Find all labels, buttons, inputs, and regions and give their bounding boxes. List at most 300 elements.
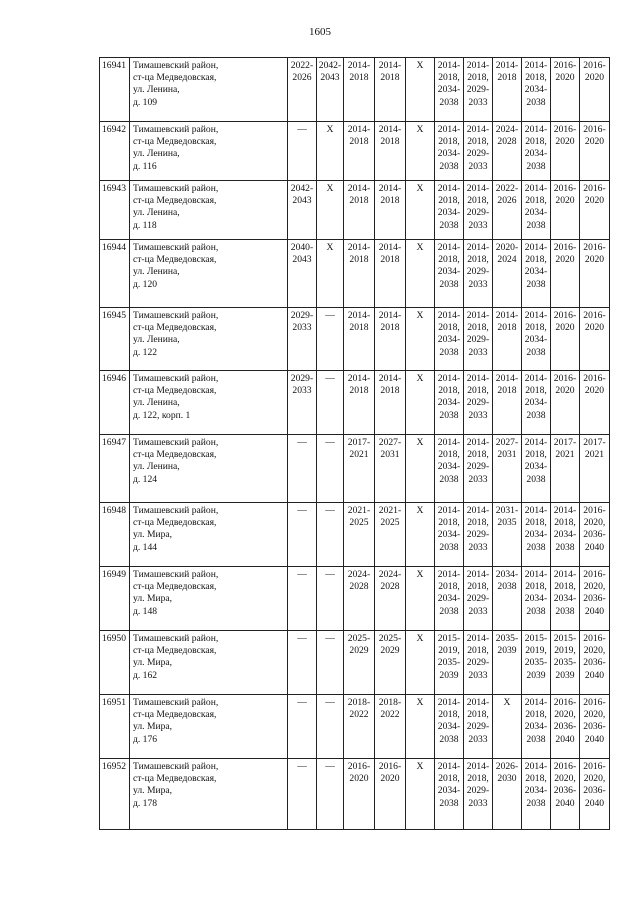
period-value: 2014- 2018, 2034- 2038 xyxy=(553,505,577,553)
table-row xyxy=(100,503,610,567)
address-cell: Тимашевский район, ст-ца Медведовская, ул. Мира, д. 144 xyxy=(129,503,287,567)
period-cell xyxy=(521,631,550,695)
period-value: 2014- 2018 xyxy=(347,183,371,207)
period-cell xyxy=(550,759,579,830)
period-cell xyxy=(374,308,405,371)
period-value: 2015- 2019, 2035- 2039 xyxy=(524,633,548,681)
period-cell xyxy=(405,122,434,181)
period-value: Х xyxy=(416,437,424,448)
period-value: 2014- 2018, 2034- 2038 xyxy=(437,242,461,290)
period-cell xyxy=(316,122,343,181)
period-value: 2014- 2018, 2034- 2038 xyxy=(524,505,548,553)
schedule-table xyxy=(99,57,610,830)
period-cell xyxy=(550,181,579,240)
period-value: 2025- 2029 xyxy=(347,633,371,657)
period-cell xyxy=(434,240,463,308)
period-value: — xyxy=(297,633,307,644)
period-cell xyxy=(463,695,492,759)
period-value: 2027- 2031 xyxy=(378,437,402,461)
period-cell xyxy=(463,631,492,695)
period-cell xyxy=(434,567,463,631)
period-cell xyxy=(405,503,434,567)
period-cell xyxy=(521,181,550,240)
period-cell xyxy=(463,435,492,503)
period-value: 2016- 2020, 2036- 2040 xyxy=(583,633,606,681)
period-value: — xyxy=(297,761,307,772)
period-cell xyxy=(463,240,492,308)
period-cell xyxy=(463,759,492,830)
period-cell xyxy=(550,695,579,759)
period-cell xyxy=(521,567,550,631)
period-cell xyxy=(343,58,374,122)
period-value: 2014- 2018, 2029- 2033 xyxy=(466,569,490,617)
period-cell xyxy=(463,503,492,567)
period-cell xyxy=(287,122,316,181)
period-value: 2016- 2020, 2036- 2040 xyxy=(553,761,577,809)
row-number: 16946 xyxy=(100,371,130,435)
period-cell xyxy=(492,181,521,240)
period-cell xyxy=(374,695,405,759)
period-cell xyxy=(550,435,579,503)
period-cell xyxy=(492,567,521,631)
period-value: 2014- 2018 xyxy=(347,60,371,84)
table-row xyxy=(100,759,610,830)
period-value: Х xyxy=(416,633,424,644)
period-cell xyxy=(521,58,550,122)
period-value: 2016- 2020, 2036- 2040 xyxy=(583,697,606,745)
period-cell xyxy=(434,435,463,503)
address-cell: Тимашевский район, ст-ца Медведовская, ул. Ленина, д. 124 xyxy=(129,435,287,503)
row-number: 16947 xyxy=(100,435,130,503)
period-value: 2042- 2043 xyxy=(318,60,342,84)
period-value: 2014- 2018, 2029- 2033 xyxy=(466,633,490,681)
period-value: 2014- 2018, 2029- 2033 xyxy=(466,310,490,358)
period-value: 2017- 2021 xyxy=(347,437,371,461)
period-value: 2014- 2018, 2034- 2038 xyxy=(437,697,461,745)
period-cell xyxy=(492,371,521,435)
period-cell xyxy=(579,631,609,695)
period-value: 2014- 2018 xyxy=(347,310,371,334)
period-cell xyxy=(374,58,405,122)
period-value: 2014- 2018, 2034- 2038 xyxy=(437,183,461,231)
period-cell xyxy=(374,567,405,631)
period-cell xyxy=(550,58,579,122)
period-cell xyxy=(316,371,343,435)
period-cell xyxy=(492,122,521,181)
period-cell xyxy=(343,631,374,695)
period-cell xyxy=(463,371,492,435)
address-cell: Тимашевский район, ст-ца Медведовская, ул. Ленина, д. 116 xyxy=(129,122,287,181)
period-cell xyxy=(550,631,579,695)
period-value: Х xyxy=(416,569,424,580)
period-cell xyxy=(434,759,463,830)
period-value: 2024- 2028 xyxy=(347,569,371,593)
period-value: 2015- 2019, 2035- 2039 xyxy=(553,633,577,681)
period-cell xyxy=(521,503,550,567)
row-number: 16951 xyxy=(100,695,130,759)
period-value: 2014- 2018 xyxy=(378,373,402,397)
period-value: 2014- 2018, 2034- 2038 xyxy=(524,373,548,421)
period-cell xyxy=(374,435,405,503)
period-value: — xyxy=(325,373,335,384)
period-value: 2014- 2018, 2034- 2038 xyxy=(437,60,461,108)
period-cell xyxy=(521,371,550,435)
period-value: 2035- 2039 xyxy=(495,633,519,657)
period-cell xyxy=(343,308,374,371)
period-cell xyxy=(463,58,492,122)
period-cell xyxy=(550,503,579,567)
address-cell: Тимашевский район, ст-ца Медведовская, ул. Мира, д. 178 xyxy=(129,759,287,830)
address-cell: Тимашевский район, ст-ца Медведовская, ул. Ленина, д. 120 xyxy=(129,240,287,308)
period-value: Х xyxy=(416,183,424,194)
period-value: 2034- 2038 xyxy=(495,569,519,593)
period-value: 2024- 2028 xyxy=(495,124,519,148)
period-value: 2016- 2020 xyxy=(553,310,577,334)
row-number: 16942 xyxy=(100,122,130,181)
period-value: — xyxy=(325,310,335,321)
period-value: 2016- 2020 xyxy=(553,242,577,266)
period-cell xyxy=(287,58,316,122)
period-cell xyxy=(287,308,316,371)
period-cell xyxy=(287,503,316,567)
period-cell xyxy=(343,371,374,435)
period-cell xyxy=(343,181,374,240)
period-value: 2014- 2018 xyxy=(347,124,371,148)
period-value: 2016- 2020 xyxy=(553,124,577,148)
period-value: 2042- 2043 xyxy=(290,183,314,207)
address-cell: Тимашевский район, ст-ца Медведовская, ул. Ленина, д. 109 xyxy=(129,58,287,122)
period-cell xyxy=(521,308,550,371)
period-cell xyxy=(374,371,405,435)
period-value: Х xyxy=(326,242,334,253)
period-cell xyxy=(463,181,492,240)
period-value: — xyxy=(325,505,335,516)
address-cell: Тимашевский район, ст-ца Медведовская, ул. Мира, д. 148 xyxy=(129,567,287,631)
period-value: 2018- 2022 xyxy=(378,697,402,721)
period-value: 2014- 2018, 2029- 2033 xyxy=(466,761,490,809)
period-cell xyxy=(343,122,374,181)
period-value: Х xyxy=(416,505,424,516)
period-cell xyxy=(434,122,463,181)
period-value: 2014- 2018, 2034- 2038 xyxy=(524,310,548,358)
period-value: Х xyxy=(416,242,424,253)
period-value: 2014- 2018 xyxy=(378,310,402,334)
table-row xyxy=(100,371,610,435)
period-value: 2016- 2020, 2036- 2040 xyxy=(583,569,606,617)
period-cell xyxy=(550,240,579,308)
period-cell xyxy=(316,435,343,503)
period-value: 2031- 2035 xyxy=(495,505,519,529)
period-value: 2014- 2018, 2034- 2038 xyxy=(524,242,548,290)
period-cell xyxy=(579,567,609,631)
address-cell: Тимашевский район, ст-ца Медведовская, ул. Мира, д. 162 xyxy=(129,631,287,695)
period-value: 2024- 2028 xyxy=(378,569,402,593)
period-value: — xyxy=(297,697,307,708)
period-cell xyxy=(343,759,374,830)
table-row xyxy=(100,58,610,122)
period-cell xyxy=(550,122,579,181)
period-value: 2014- 2018, 2034- 2038 xyxy=(437,373,461,421)
period-value: 2014- 2018, 2034- 2038 xyxy=(524,124,548,172)
period-value: 2022- 2026 xyxy=(495,183,519,207)
period-value: 2025- 2029 xyxy=(378,633,402,657)
period-value: 2014- 2018, 2034- 2038 xyxy=(437,505,461,553)
period-value: 2017- 2021 xyxy=(583,437,606,461)
period-cell xyxy=(492,435,521,503)
period-value: Х xyxy=(416,761,424,772)
period-value: 2014- 2018 xyxy=(495,310,519,334)
page-number: 1605 xyxy=(309,26,331,38)
period-cell xyxy=(374,503,405,567)
period-value: — xyxy=(325,437,335,448)
period-cell xyxy=(521,122,550,181)
row-number: 16950 xyxy=(100,631,130,695)
table-row xyxy=(100,122,610,181)
period-value: 2016- 2020, 2036- 2040 xyxy=(553,697,577,745)
period-value: 2014- 2018 xyxy=(378,242,402,266)
period-cell xyxy=(374,240,405,308)
address-cell: Тимашевский район, ст-ца Медведовская, ул. Ленина, д. 122 xyxy=(129,308,287,371)
period-value: 2014- 2018 xyxy=(378,60,402,84)
period-value: 2014- 2018 xyxy=(495,60,519,84)
period-cell xyxy=(287,371,316,435)
address-cell: Тимашевский район, ст-ца Медведовская, ул. Мира, д. 176 xyxy=(129,695,287,759)
period-cell xyxy=(492,503,521,567)
period-cell xyxy=(405,759,434,830)
period-value: 2029- 2033 xyxy=(290,373,314,397)
period-value: Х xyxy=(326,124,334,135)
period-cell xyxy=(287,240,316,308)
table-body xyxy=(100,58,610,830)
period-value: 2016- 2020 xyxy=(583,242,606,266)
period-cell xyxy=(579,435,609,503)
period-cell xyxy=(579,308,609,371)
table-row xyxy=(100,435,610,503)
period-cell xyxy=(287,435,316,503)
period-value: 2014- 2018, 2034- 2038 xyxy=(553,569,577,617)
period-cell xyxy=(492,58,521,122)
period-value: 2016- 2020 xyxy=(553,183,577,207)
period-cell xyxy=(579,122,609,181)
table-row xyxy=(100,631,610,695)
period-cell xyxy=(521,695,550,759)
period-cell xyxy=(316,695,343,759)
period-value: 2027- 2031 xyxy=(495,437,519,461)
period-value: 2026- 2030 xyxy=(495,761,519,785)
period-value: 2014- 2018, 2034- 2038 xyxy=(524,569,548,617)
period-value: 2017- 2021 xyxy=(553,437,577,461)
period-value: 2014- 2018, 2034- 2038 xyxy=(437,437,461,485)
period-cell xyxy=(434,503,463,567)
period-value: Х xyxy=(326,183,334,194)
period-cell xyxy=(579,181,609,240)
period-value: 2016- 2020 xyxy=(583,124,606,148)
period-cell xyxy=(405,181,434,240)
table-row xyxy=(100,240,610,308)
period-cell xyxy=(521,240,550,308)
period-value: 2029- 2033 xyxy=(290,310,314,334)
period-cell xyxy=(579,759,609,830)
period-value: 2022- 2026 xyxy=(290,60,314,84)
period-cell xyxy=(316,631,343,695)
period-cell xyxy=(343,567,374,631)
period-cell xyxy=(550,567,579,631)
period-value: — xyxy=(325,569,335,580)
period-cell xyxy=(343,435,374,503)
period-value: 2014- 2018, 2029- 2033 xyxy=(466,183,490,231)
period-cell xyxy=(287,695,316,759)
period-cell xyxy=(343,503,374,567)
period-value: 2016- 2020 xyxy=(583,310,606,334)
period-cell xyxy=(316,58,343,122)
period-cell xyxy=(463,122,492,181)
row-number: 16943 xyxy=(100,181,130,240)
period-cell xyxy=(463,308,492,371)
period-cell xyxy=(579,240,609,308)
period-cell xyxy=(374,759,405,830)
table-row xyxy=(100,181,610,240)
period-value: 2014- 2018, 2034- 2038 xyxy=(437,124,461,172)
period-value: 2014- 2018, 2029- 2033 xyxy=(466,242,490,290)
period-cell xyxy=(405,240,434,308)
period-cell xyxy=(343,695,374,759)
table-row xyxy=(100,567,610,631)
period-value: 2014- 2018 xyxy=(495,373,519,397)
period-cell xyxy=(287,567,316,631)
period-value: — xyxy=(297,437,307,448)
period-cell xyxy=(405,567,434,631)
address-cell: Тимашевский район, ст-ца Медведовская, ул. Ленина, д. 118 xyxy=(129,181,287,240)
period-cell xyxy=(579,503,609,567)
period-cell xyxy=(316,567,343,631)
period-value: 2014- 2018, 2029- 2033 xyxy=(466,697,490,745)
address-cell: Тимашевский район, ст-ца Медведовская, ул. Ленина, д. 122, корп. 1 xyxy=(129,371,287,435)
period-cell xyxy=(287,181,316,240)
period-value: 2014- 2018, 2034- 2038 xyxy=(524,437,548,485)
period-cell xyxy=(405,695,434,759)
period-cell xyxy=(374,122,405,181)
period-value: 2016- 2020 xyxy=(378,761,402,785)
period-value: 2014- 2018 xyxy=(347,373,371,397)
period-cell xyxy=(434,181,463,240)
period-cell xyxy=(405,308,434,371)
period-value: 2014- 2018, 2034- 2038 xyxy=(437,310,461,358)
period-value: 2021- 2025 xyxy=(347,505,371,529)
period-value: 2014- 2018, 2034- 2038 xyxy=(524,761,548,809)
period-cell xyxy=(579,58,609,122)
period-value: 2014- 2018, 2034- 2038 xyxy=(524,183,548,231)
period-cell xyxy=(579,695,609,759)
period-value: 2016- 2020 xyxy=(347,761,371,785)
period-value: 2020- 2024 xyxy=(495,242,519,266)
period-cell xyxy=(434,58,463,122)
period-value: — xyxy=(297,505,307,516)
period-value: Х xyxy=(416,697,424,708)
period-cell xyxy=(492,308,521,371)
period-cell xyxy=(405,435,434,503)
period-cell xyxy=(521,435,550,503)
period-value: 2040- 2043 xyxy=(290,242,314,266)
period-cell xyxy=(287,759,316,830)
period-cell xyxy=(579,371,609,435)
period-value: 2016- 2020, 2036- 2040 xyxy=(583,761,606,809)
period-cell xyxy=(521,759,550,830)
period-value: Х xyxy=(503,697,511,708)
period-cell xyxy=(405,371,434,435)
period-value: — xyxy=(325,761,335,772)
period-value: 2014- 2018, 2029- 2033 xyxy=(466,437,490,485)
period-cell xyxy=(374,181,405,240)
period-value: — xyxy=(325,697,335,708)
period-value: 2018- 2022 xyxy=(347,697,371,721)
period-value: 2014- 2018, 2034- 2038 xyxy=(437,569,461,617)
period-value: — xyxy=(325,633,335,644)
period-value: Х xyxy=(416,373,424,384)
period-value: 2016- 2020, 2036- 2040 xyxy=(583,505,606,553)
period-value: 2014- 2018 xyxy=(347,242,371,266)
period-value: 2014- 2018, 2029- 2033 xyxy=(466,373,490,421)
period-cell xyxy=(405,631,434,695)
row-number: 16949 xyxy=(100,567,130,631)
period-value: 2014- 2018, 2029- 2033 xyxy=(466,60,490,108)
period-cell xyxy=(550,371,579,435)
period-cell xyxy=(316,503,343,567)
row-number: 16941 xyxy=(100,58,130,122)
period-cell xyxy=(374,631,405,695)
period-cell xyxy=(463,567,492,631)
period-cell xyxy=(405,58,434,122)
period-cell xyxy=(434,631,463,695)
period-value: — xyxy=(297,569,307,580)
period-value: 2016- 2020 xyxy=(553,373,577,397)
period-value: 2014- 2018, 2034- 2038 xyxy=(437,761,461,809)
period-cell xyxy=(287,631,316,695)
period-cell xyxy=(492,240,521,308)
period-value: 2016- 2020 xyxy=(583,373,606,397)
period-cell xyxy=(434,308,463,371)
period-value: 2016- 2020 xyxy=(583,60,606,84)
period-cell xyxy=(492,695,521,759)
period-cell xyxy=(434,371,463,435)
period-cell xyxy=(316,759,343,830)
period-cell xyxy=(492,759,521,830)
period-value: 2014- 2018, 2034- 2038 xyxy=(524,60,548,108)
period-cell xyxy=(550,308,579,371)
period-value: 2016- 2020 xyxy=(553,60,577,84)
row-number: 16948 xyxy=(100,503,130,567)
period-cell xyxy=(316,308,343,371)
period-cell xyxy=(316,240,343,308)
row-number: 16952 xyxy=(100,759,130,830)
period-value: Х xyxy=(416,60,424,71)
period-value: 2014- 2018 xyxy=(378,183,402,207)
period-value: 2016- 2020 xyxy=(583,183,606,207)
table-row xyxy=(100,695,610,759)
row-number: 16945 xyxy=(100,308,130,371)
period-cell xyxy=(434,695,463,759)
period-value: Х xyxy=(416,124,424,135)
period-cell xyxy=(343,240,374,308)
period-cell xyxy=(492,631,521,695)
period-value: 2014- 2018, 2029- 2033 xyxy=(466,505,490,553)
period-value: 2021- 2025 xyxy=(378,505,402,529)
period-value: 2014- 2018, 2034- 2038 xyxy=(524,697,548,745)
period-value: — xyxy=(297,124,307,135)
period-value: 2014- 2018 xyxy=(378,124,402,148)
period-value: 2014- 2018, 2029- 2033 xyxy=(466,124,490,172)
row-number: 16944 xyxy=(100,240,130,308)
period-value: 2015- 2019, 2035- 2039 xyxy=(437,633,461,681)
